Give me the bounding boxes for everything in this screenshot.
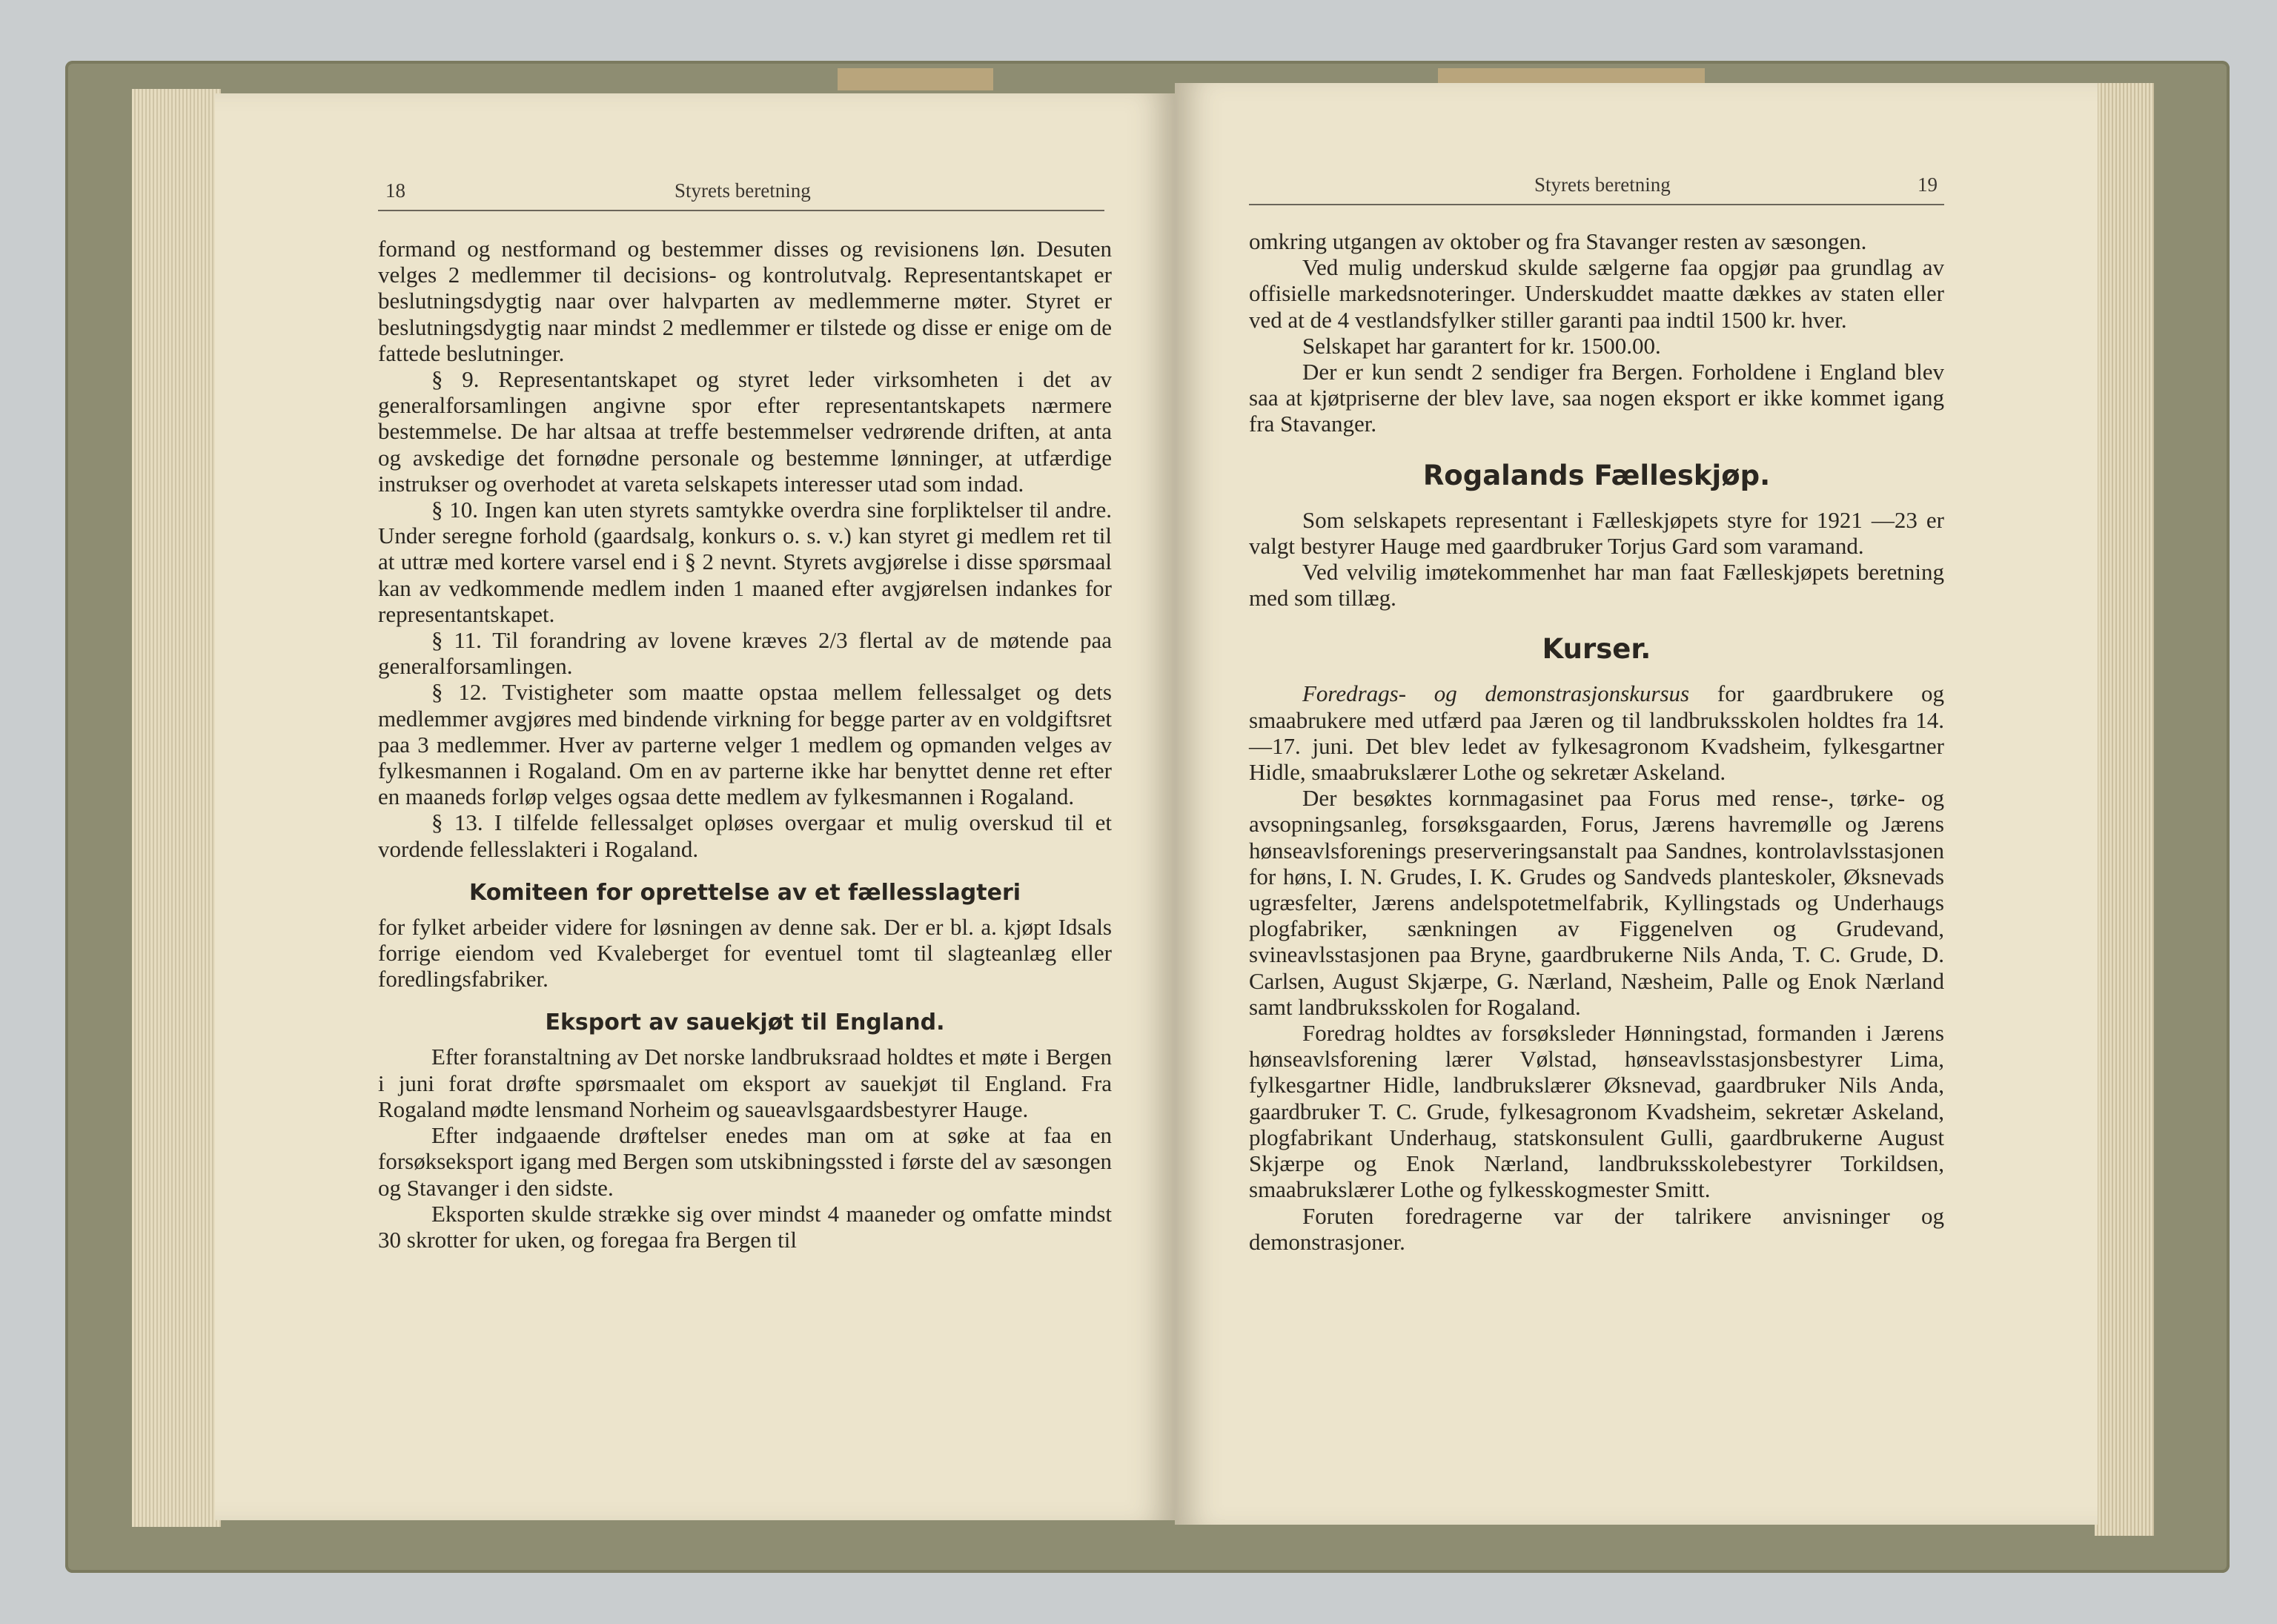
right-paragraph: Der besøktes kornmagasinet paa Forus med rense-, tørke- og avsopningsanleg, forsøksgaarden, Forus, Jærens havremølle og Jærens hønseavlsforenings preserveringsanstalt paa Sandnes, kontrolavlsstasjonen for høns, I. N. Grudes, I. K. Grudes og Sandveds planteskoler, Øksnevads ugræsfelter, Jærens andelspotetmelfabrik, Kyllingstads og Underhaugs plogfabriker, sænkningen av Figgenelven og Grudevand, svineavlsstasjonen paa Bryne, gaardbrukerne Nils Anda, T. C. Grude, D. Carlsen, August Skjærpe, G. Nærland, Næsheim, Palle og Enok Nærland samt landbruksskolen for Rogaland. xyxy=(1249,785,1944,1020)
left-text-column xyxy=(378,236,1112,1253)
right-page xyxy=(1175,83,2098,1525)
left-paragraph: § 13. I tilfelde fellessalget opløses overgaar et mulig overskud til et vordende fellesslakteri i Rogaland. xyxy=(378,809,1112,862)
right-running-head: Styrets beretning xyxy=(1534,173,1671,196)
right-paragraph: Ved velvilig imøtekommenhet har man faat Fælleskjøpets beretning med som tillæg. xyxy=(1249,559,1944,612)
left-paragraph: § 11. Til forandring av lovene kræves 2/3 flertal av de møtende paa generalforsamlingen. xyxy=(378,627,1112,680)
kurser-lead-italic: Foredrags- og demonstrasjonskursus xyxy=(1302,680,1690,707)
kurser-lead-paragraph xyxy=(1249,680,1944,785)
left-heading-export: Eksport av sauekjøt til England. xyxy=(545,1010,945,1036)
right-text-column xyxy=(1249,228,1944,1255)
left-page xyxy=(215,93,1175,1520)
right-page-edges xyxy=(2095,83,2154,1536)
kurser-lead-rest: for gaardbrukere og smaabrukere med utfærd paa Jæren og til landbruksskolen holdtes fra 14.—17. juni. Det blev ledet av fylkesagronom Kvadsheim, fylkesgartner Hidle, smaabrukslærer Lothe og sekretær Askeland. xyxy=(1249,680,1945,786)
right-paragraph: Selskapet har garantert for kr. 1500.00. xyxy=(1302,332,1661,359)
right-paragraph: Foredrag holdtes av forsøksleder Hønningstad, formanden i Jærens hønseavlsforening lærer Vølstad, hønseavlsstasjonsbestyrer Lima, fylkesgartner Hidle, landbrukslærer Øksnevad, gaardbruker Nils Anda, gaardbruker T. C. Grude, fylkesagronom Kvadsheim, sekretær Askeland, plogfabrikant Underhaug, statskonsulent Gulli, gaardbrukerne August Skjærpe og Enok Nærland, landbruksskolebestyrer Torkildsen, smaabrukslærer Lothe og fylkesskogmester Smitt. xyxy=(1249,1020,1944,1203)
left-paragraph: Efter indgaaende drøftelser enedes man om at søke at faa en forsøkseksport igang med Bergen som utskibningssted i første del av sæsongen og Stavanger i den sidste. xyxy=(378,1122,1112,1201)
left-page-edges xyxy=(132,89,221,1527)
left-running-head: Styrets beretning xyxy=(675,179,811,202)
right-paragraph: Der er kun sendt 2 sendiger fra Bergen. Forholdene i England blev saa at kjøtpriserne der blev lave, saa nogen eksport er ikke kommet igang fra Stavanger. xyxy=(1249,359,1944,437)
right-paragraph: Som selskapets representant i Fælleskjøpets styre for 1921 —23 er valgt bestyrer Hauge med gaardbruker Torjus Gard som varamand. xyxy=(1249,506,1944,559)
left-paragraph: Efter foranstaltning av Det norske landbruksraad holdtes et møte i Bergen i juni forat drøfte spørsmaalet om eksport av sauekjøt til England. Fra Rogaland mødte lensmand Norheim og saueavlsgaardsbestyrer Hauge. xyxy=(378,1044,1112,1122)
right-paragraph: Ved mulig underskud skulde sælgerne faa opgjør paa grundlag av offisielle markedsnoteringer. Underskuddet maatte dækkes av staten eller ved at de 4 vestlandsfylker stiller garanti paa indtil 1500 kr. hver. xyxy=(1249,254,1944,333)
left-header-rule xyxy=(378,210,1104,211)
left-paragraph: § 9. Representantskapet og styret leder virksomheten i det av generalforsamlingen angivne spor efter representantskapets nærmere bestemmelse. De har altsaa at treffe bestemmelser vedrørende driften, at anta og avskedige det fornødne personale og bestemme lønninger, at utfærdige instrukser og overhodet at vareta selskapets interesser utad som indad. xyxy=(378,366,1112,497)
left-paragraph: for fylket arbeider videre for løsningen av denne sak. Der er bl. a. kjøpt Idsals forrige eiendom ved Kvaleberget for eventuel tomt til slagteanlæg eller foredlingsfabriker. xyxy=(378,913,1112,992)
left-paragraph: § 12. Tvistigheter som maatte opstaa mellem fellessalget og dets medlemmer avgjøres med bindende virkning for begge parter av en voldgiftsret paa 3 medlemmer. Hver av parterne velger 1 medlem og opmanden velges av fylkesmannen i Rogaland. Om en av parterne ikke har benyttet denne ret efter en maaneds forløp velges ogsaa dette medlem av fylkesmannen i Rogaland. xyxy=(378,679,1112,810)
left-paragraph: formand og nestformand og bestemmer disses og revisionens løn. Desuten velges 2 medlemmer til decisions- og kontrolutvalg. Representantskapet er beslutningsdygtig naar over halvparten av medlemmerne møter. Styret er beslutningsdygtig naar mindst 2 medlemmer er tilstede og disse er enige om de fattede beslutninger. xyxy=(378,236,1112,366)
right-header-rule xyxy=(1249,204,1944,205)
right-page-number: 19 xyxy=(1918,173,1938,196)
left-page-number: 18 xyxy=(385,179,405,202)
left-paragraph: § 10. Ingen kan uten styrets samtykke overdra sine forpliktelser til andre. Under seregne forhold (gaardsalg, konkurs o. s. v.) kan styret gi medlem ret til at uttræ med kortere varsel end i § 2 nevnt. Styrets avgjørelse i disse spørsmaal kan av vedkommende medlem inden 1 maaned efter avgjørelsen indankes for representantskapet. xyxy=(378,497,1112,627)
right-paragraph: omkring utgangen av oktober og fra Stavanger resten av sæsongen. xyxy=(1249,228,1867,254)
left-heading-slaughterhouse: Komiteen for oprettelse av et fællesslagteri xyxy=(468,879,1021,906)
right-paragraph: Foruten foredragerne var der talrikere anvisninger og demonstrasjoner. xyxy=(1249,1202,1944,1255)
bookmark-tab-left xyxy=(838,68,993,90)
left-paragraph: Eksporten skulde strække sig over mindst 4 maaneder og omfatte mindst 30 skrotter for uken, og foregaa fra Bergen til xyxy=(378,1200,1112,1253)
right-heading-faelleskjop: Rogalands Fælleskjøp. xyxy=(1422,459,1771,491)
right-heading-kurser: Kurser. xyxy=(1542,633,1651,666)
